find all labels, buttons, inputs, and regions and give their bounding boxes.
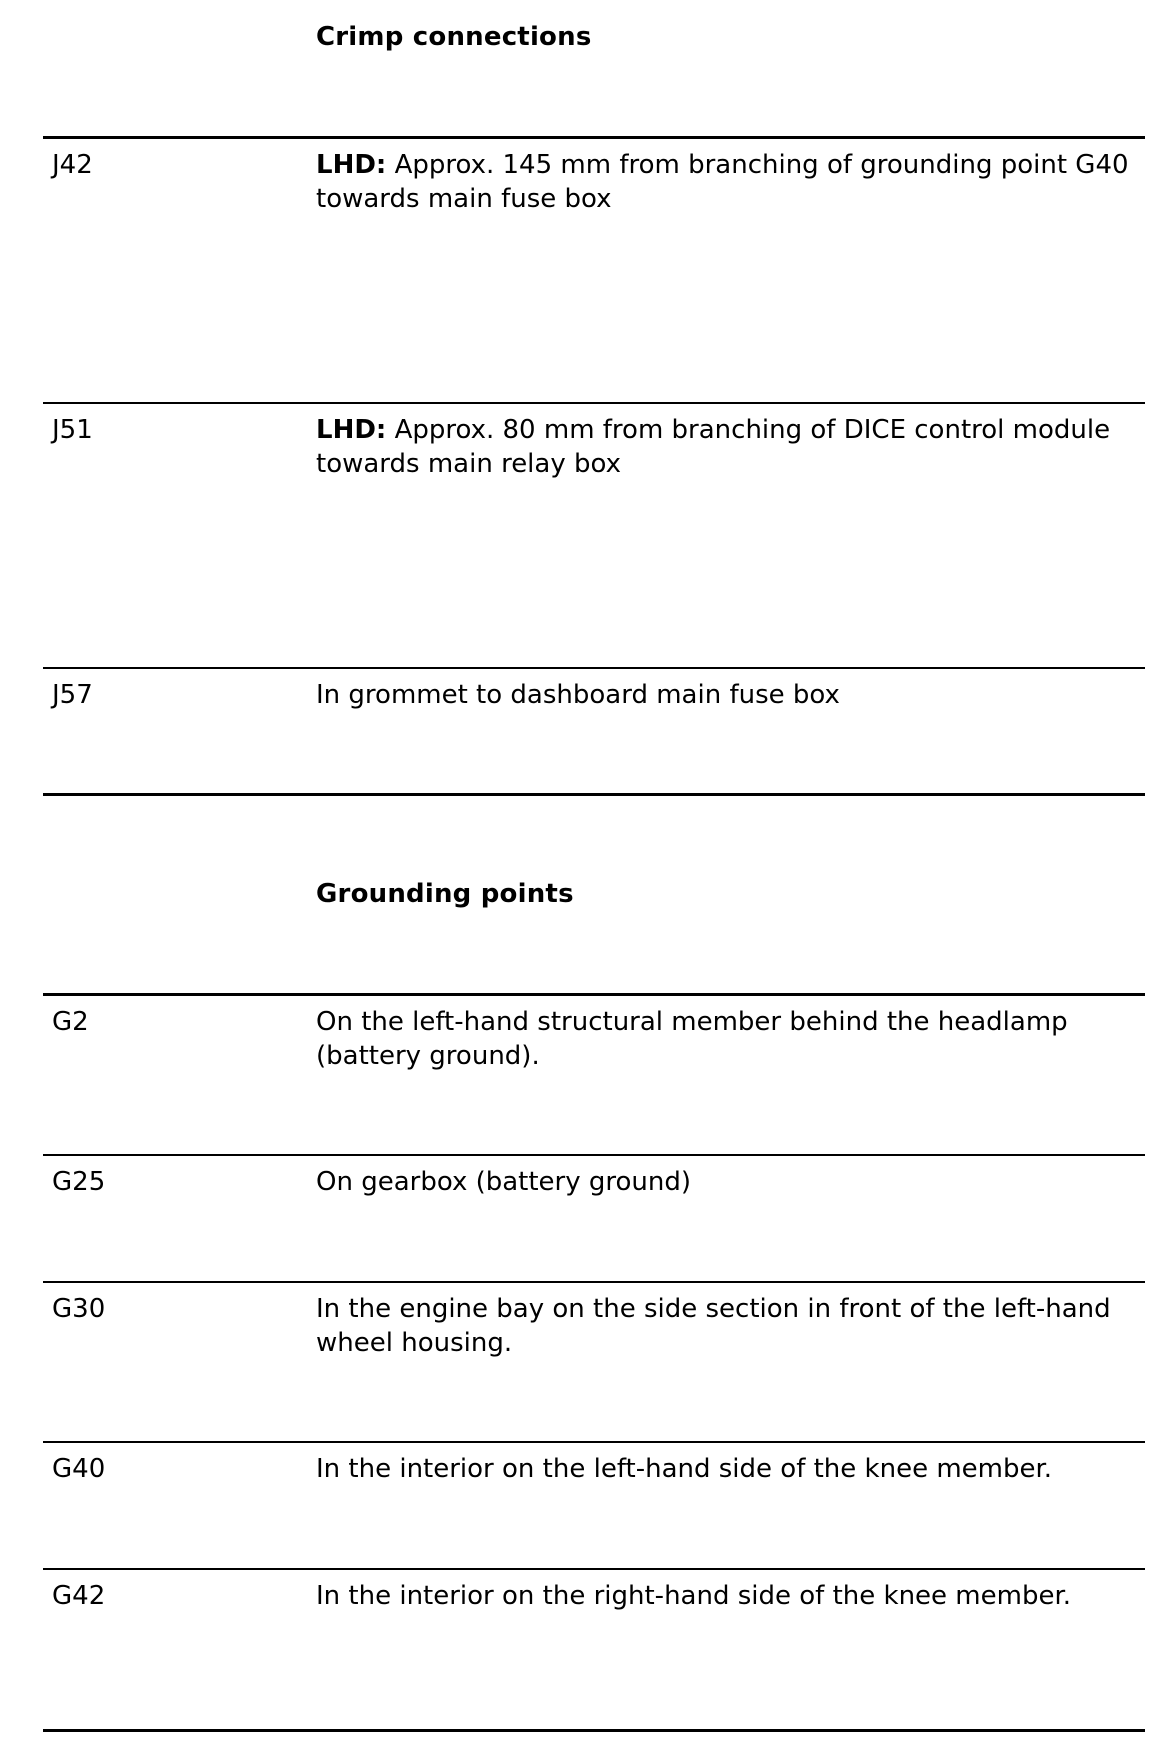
table-rule bbox=[43, 1281, 1145, 1283]
description-text: Approx. 145 mm from branching of grounding point G40 towards main fuse box bbox=[316, 150, 1129, 214]
crimp-connections-heading: Crimp connections bbox=[316, 22, 592, 52]
grounding-description: On the left-hand structural member behind the headlamp (battery ground). bbox=[316, 1007, 1068, 1071]
connection-description bbox=[316, 413, 1146, 481]
connection-code: J42 bbox=[52, 150, 93, 180]
grounding-description: In the interior on the right-hand side of the knee member. bbox=[316, 1581, 1072, 1611]
table-rule bbox=[43, 1568, 1145, 1570]
table-rule bbox=[43, 1154, 1145, 1156]
grounding-description: In the engine bay on the side section in front of the left-hand wheel housing. bbox=[316, 1294, 1111, 1358]
connection-description bbox=[316, 148, 1146, 216]
grounding-points-heading: Grounding points bbox=[316, 879, 574, 909]
grounding-code: G40 bbox=[52, 1454, 106, 1484]
table-rule-top bbox=[43, 993, 1145, 996]
grounding-code: G42 bbox=[52, 1581, 106, 1611]
grounding-code: G30 bbox=[52, 1294, 106, 1324]
grounding-description: In the interior on the left-hand side of the knee member. bbox=[316, 1454, 1053, 1484]
grounding-code: G25 bbox=[52, 1167, 106, 1197]
grounding-code: G2 bbox=[52, 1007, 89, 1037]
connection-description bbox=[316, 678, 1146, 712]
lhd-label: LHD: bbox=[316, 150, 387, 180]
description-text: In grommet to dashboard main fuse box bbox=[316, 680, 840, 710]
grounding-description: On gearbox (battery ground) bbox=[316, 1167, 692, 1197]
table-rule-bottom bbox=[43, 1729, 1145, 1732]
table-rule bbox=[43, 667, 1145, 669]
table-rule bbox=[43, 402, 1145, 404]
description-text: Approx. 80 mm from branching of DICE control module towards main relay box bbox=[316, 415, 1111, 479]
connection-code: J51 bbox=[52, 415, 93, 445]
table-rule-top bbox=[43, 136, 1145, 139]
lhd-label: LHD: bbox=[316, 415, 387, 445]
connection-code: J57 bbox=[52, 680, 93, 710]
table-rule bbox=[43, 1441, 1145, 1443]
table-rule-bottom bbox=[43, 793, 1145, 796]
